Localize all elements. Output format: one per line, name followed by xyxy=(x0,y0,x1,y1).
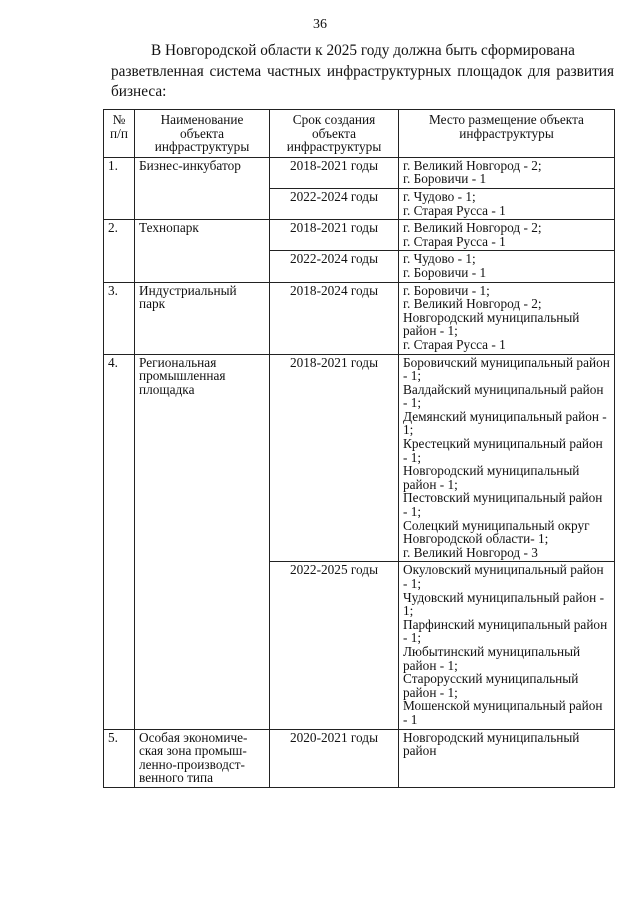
location-cell xyxy=(399,562,615,729)
location-entry: г. Старая Русса - 1 xyxy=(403,336,506,352)
row-number: 5. xyxy=(104,729,135,787)
row-number: 1. xyxy=(104,157,135,219)
creation-period: 2022-2025 годы xyxy=(270,562,399,729)
location-entry: г. Боровичи - 1; xyxy=(403,282,490,298)
location-cell xyxy=(399,251,615,282)
location-entry: г. Великий Новгород - 3 xyxy=(403,544,538,560)
page-number: 36 xyxy=(313,17,327,32)
table-row xyxy=(104,157,615,188)
location-entry: Любытинский муниципальный район - 1; xyxy=(403,643,581,673)
row-number: 2. xyxy=(104,220,135,282)
location-entry: г. Боровичи - 1 xyxy=(403,264,487,280)
location-entry: Окуловский муниципальный район - 1; xyxy=(403,562,604,591)
location-entry: Пестовский муниципальный район - 1; xyxy=(403,490,603,520)
object-name: Индустриальный парк xyxy=(135,282,270,354)
location-entry: г. Чудово - 1; xyxy=(403,188,476,204)
location-entry: г. Великий Новгород - 2; xyxy=(403,296,542,312)
location-entry: Новгородский муниципальный район - 1; xyxy=(403,309,580,339)
creation-period: 2018-2024 годы xyxy=(270,282,399,354)
location-cell xyxy=(399,220,615,251)
row-number: 4. xyxy=(104,354,135,729)
intro-line-2: разветвленная система частных инфраструктурных площадок для развития бизнеса: xyxy=(111,62,614,100)
intro-line-1: В Новгородской области к 2025 году должна быть сформирована xyxy=(151,42,575,59)
location-entry: г. Чудово - 1; xyxy=(403,251,476,267)
header-location: Место размещение объекта инфраструктуры xyxy=(399,110,615,158)
location-entry: Крестецкий муниципальный район - 1; xyxy=(403,436,603,465)
infrastructure-table xyxy=(103,109,615,788)
creation-period: 2018-2021 годы xyxy=(270,220,399,251)
creation-period: 2020-2021 годы xyxy=(270,729,399,787)
location-entry: Валдайский муниципальный район - 1; xyxy=(403,381,604,411)
location-entry: г. Старая Русса - 1 xyxy=(403,202,506,218)
location-entry: Парфинский муниципальный район - 1; xyxy=(403,616,608,646)
creation-period: 2022-2024 годы xyxy=(270,251,399,282)
object-name: Бизнес-инкубатор xyxy=(135,157,270,219)
location-entry: г. Великий Новгород - 2; xyxy=(403,157,542,173)
header-num: № п/п xyxy=(104,110,135,158)
location-entry: Чудовский муниципальный район - 1; xyxy=(403,589,605,619)
location-entry: г. Великий Новгород - 2; xyxy=(403,220,542,236)
object-name: Региональная промышленная площадка xyxy=(135,354,270,729)
header-period: Срок создания объекта инфраструктуры xyxy=(270,110,399,158)
location-cell xyxy=(399,354,615,562)
header-name: Наименование объекта инфраструктуры xyxy=(135,110,270,158)
location-entry: Новгородский муниципальный район - 1; xyxy=(403,463,580,492)
location-cell xyxy=(399,282,615,354)
location-entry: г. Старая Русса - 1 xyxy=(403,233,506,249)
location-cell xyxy=(399,729,615,787)
creation-period: 2018-2021 годы xyxy=(270,354,399,562)
table-header-row xyxy=(104,110,615,158)
intro-paragraph xyxy=(111,41,614,103)
location-entry: Новгородский муниципальный район xyxy=(403,729,580,759)
object-name: Особая экономиче-ская зона промыш-ленно-производст-венного типа xyxy=(135,729,270,787)
creation-period: 2022-2024 годы xyxy=(270,188,399,219)
table-row xyxy=(104,282,615,354)
location-entry: Демянский муниципальный район - 1; xyxy=(403,408,607,438)
object-name: Технопарк xyxy=(135,220,270,282)
location-entry: Старорусский муниципальный район - 1; xyxy=(403,671,579,700)
table-body xyxy=(104,157,615,787)
row-number: 3. xyxy=(104,282,135,354)
location-entry: Солецкий муниципальный округ Новгородской области- 1; xyxy=(403,517,590,547)
creation-period: 2018-2021 годы xyxy=(270,157,399,188)
location-entry: г. Боровичи - 1 xyxy=(403,171,487,187)
location-entry: Боровичский муниципальный район - 1; xyxy=(403,354,610,384)
location-cell xyxy=(399,157,615,188)
location-cell xyxy=(399,188,615,219)
table-row xyxy=(104,220,615,251)
location-entry: Мошенской муниципальный район - 1 xyxy=(403,698,603,727)
table-row xyxy=(104,354,615,562)
table-row xyxy=(104,729,615,787)
